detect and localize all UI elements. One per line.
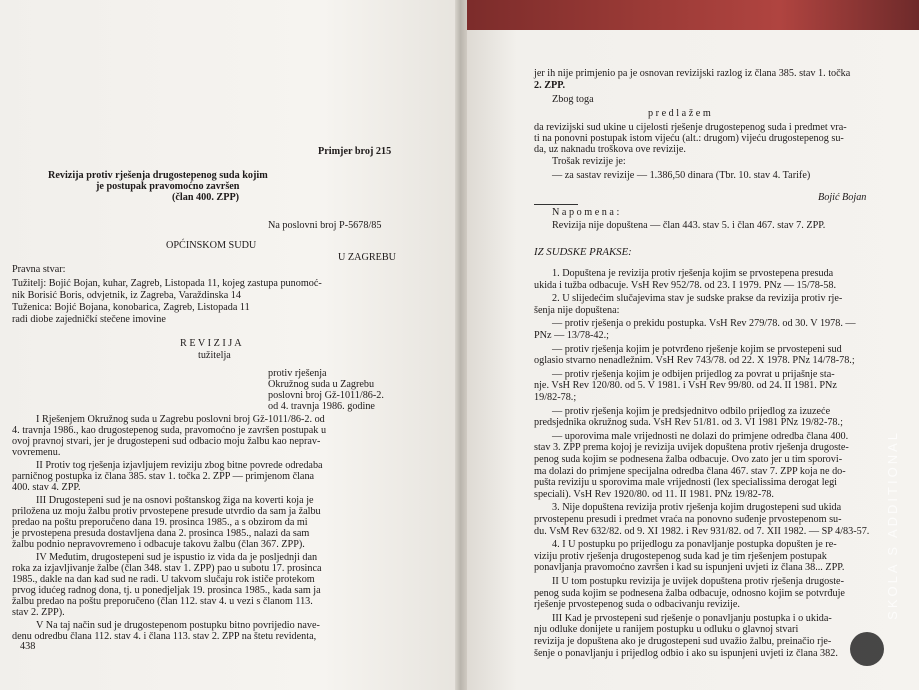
practice-line: penog suda kojim se podnesena žalba odbacuje, odnosno kojim se potvrđuje: [534, 587, 845, 599]
body-line: I Rješenjem Okružnog suda u Zagrebu poslovni broj Gž-1011/86-2. od: [36, 414, 325, 425]
section-title: IZ SUDSKE PRAKSE:: [534, 246, 632, 258]
practice-line: šenja nije dopuštena:: [534, 304, 620, 316]
practice-line: viziju protiv rješenja drugostepenog suda kad je tim rješenjem postupak: [534, 550, 827, 562]
practice-line: III Kad je prvostepeni sud rješenje o ponavljanju postupka i o ukida-: [552, 612, 832, 624]
note-text: Revizija nije dopuštena — član 443. stav 5. i član 467. stav 7. ZPP.: [552, 220, 826, 231]
body-line: III Drugostepeni sud je na osnovi poštanskog žiga na koverti koja je: [36, 495, 314, 506]
body-line: stav 2. ZPP).: [12, 607, 65, 618]
signature: Bojić Bojan: [818, 192, 867, 203]
practice-line: oglasio stvarno nenadležnim. VsH Rev 743/78. od 22. X 1978. PNz 14/78-78.;: [534, 355, 855, 367]
plaintiff-line-2: nik Borisić Boris, odvjetnik, iz Zagreba, Varaždinska 14: [12, 290, 241, 301]
watermark-text: SKOLA S ADDITIONAL: [885, 430, 900, 620]
continuation-line-1: jer ih nije primjenio pa je osnovan revizijski razlog iz člana 385. stav 1. točka: [534, 68, 851, 79]
practice-line: ma dolazi do primjene specijalna odredba člana 467. stav 7. ZPP koja ne do-: [534, 465, 846, 477]
body-line: prvog idućeg radnog dona, tj. u ponedjeljak 19. prosinca 1985., kada sam ja: [12, 585, 321, 596]
practice-line: — uporovima male vrijednosti ne dolazi do primjene odredba člana 400.: [552, 430, 849, 442]
document-subtitle: tužitelja: [198, 350, 231, 361]
practice-line: stav 3. ZPP prema kojoj je revizija uvijek dopuštena protiv rješenja drugoste-: [534, 442, 849, 454]
against-line-3: poslovni broj Gž-1011/86-2.: [268, 390, 384, 401]
continuation-line-2: 2. ZPP.: [534, 80, 566, 91]
practice-line: revizija je dopuštena ako je drugostepeni sud uvažio žalbu, preinačio rje-: [534, 636, 832, 647]
example-number: Primjer broj 215: [318, 146, 392, 157]
practice-line: — protiv rješenja kojim je potvrđeno rješenje kojim se prvostepeni sud: [552, 343, 842, 355]
body-line: vovremenu.: [12, 447, 61, 458]
page-number: 438: [20, 641, 36, 652]
practice-line: 2. U slijedećim slučajevima stav je sudske prakse da revizija protiv rje-: [552, 293, 843, 305]
practice-line: 4. I U postupku po prijedlogu za ponavljanje postupka dopušten je re-: [552, 539, 837, 551]
title-line-2: je postupak pravomoćno završen: [96, 181, 240, 192]
practice-line: šenje o ponavljanju i prijedlog odbio i ako su ispunjeni uvjeti iz člana 382.: [534, 647, 838, 659]
practice-line: II U tom postupku revizija je uvijek dopuštena protiv rješenja drugoste-: [552, 576, 844, 587]
defendant-line: Tuženica: Bojić Bojana, konobarica, Zagreb, Listopada 11: [12, 302, 250, 313]
title-line-1: Revizija protiv rješenja drugostepenog suda kojim: [48, 170, 268, 181]
against-line-2: Okružnog suda u Zagrebu: [268, 379, 375, 390]
body-line: žalbu predao na poštu preporučeno (član 112. stav 4. u vezi s članom 113.: [12, 596, 313, 607]
body-line: 1985., dakle na dan kad sud ne radi. U takvom slučaju rok ističe protekom: [12, 574, 315, 585]
proposal-line-2: ti na ponovni postupak istom vijeću (alt.: drugom) vijeću drugostepenog su-: [534, 133, 844, 144]
practice-line: — protiv rješenja o prekidu postupka. VsH Rev 279/78. od 30. V 1978. —: [552, 318, 856, 330]
body-line: parničnog postupka iz člana 385. stav 1. točka 2. ZPP — primjenom člana: [12, 471, 315, 482]
practice-line: predsjednika okružnog suda. VsH Rev 51/81. od 3. VI 1981 PNz 19/82-78.;: [534, 417, 843, 429]
body-line: žalbu podnio nepravovremeno i odbacuje takovu žalbu (član 367. ZPP).: [12, 539, 305, 550]
watermark-logo: [850, 632, 884, 666]
practice-line: pušta reviziju u sporovima male vrijednosti (lex specialissima derogat legi: [534, 477, 837, 489]
therefore-line: Zbog toga: [552, 94, 594, 105]
proposal-line-3: da, uz naknadu troškova ove revizije.: [534, 144, 686, 155]
against-line-1: protiv rješenja: [268, 368, 327, 379]
against-line-4: od 4. travnja 1986. godine: [268, 401, 375, 412]
practice-line: — protiv rješenja kojim je odbijen prijedlog za povrat u prijašnje sta-: [552, 368, 835, 380]
practice-line: PNz — 13/78-42.;: [534, 330, 609, 341]
body-line: IV Međutim, drugostepeni sud je ispustio iz vida da je posljednji dan: [36, 552, 318, 563]
body-line: II Protiv tog rješenja izjavljujem reviziju zbog bitne povrede odredaba: [36, 460, 323, 471]
practice-line: ponavljanja pravomoćno završen i kad su ispunjeni uvjeti iz člana 38... ZPP.: [534, 562, 845, 574]
watermark: [875, 430, 915, 660]
practice-line: prvostepenu presudi i predmet vraća na ponovno suđenje prvostepenom su-: [534, 514, 842, 525]
practice-line: du. VsM Rev 632/82. od 9. XI 1982. i Rev 931/82. od 7. XII 1982. — SP 4/83-57.: [534, 525, 870, 537]
note-label: N a p o m e n a :: [552, 207, 620, 218]
practice-line: 1. Dopuštena je revizija protiv rješenja kojim se prvostepena presuda: [552, 268, 834, 279]
body-line: predao na poštu preporučeno dana 19. prosinca 1985., a s obzirom da mi: [12, 517, 308, 528]
proposal-heading: p r e d l a ž e m: [648, 108, 711, 119]
divider-rule: [534, 204, 578, 205]
practice-line: — protiv rješenja kojim je predsjednitvo odbilo prijedlog za izuzeće: [552, 405, 831, 417]
title-line-3: (član 400. ZPP): [172, 192, 240, 203]
document-title: R E V I Z I J A: [180, 338, 242, 349]
body-line: je prvostepena presuda dostavljena dana 2. prosinca 1985., nalazi da sam: [12, 528, 310, 539]
body-line: ovoj pravnoj stvari, jer je drugostepeni sud odbacio moju žalbu kao neprav-: [12, 436, 321, 447]
body-line: V Na taj način sud je drugostepenom postupku bitno povrijedio nave-: [36, 620, 320, 631]
body-line: 400. stav 4. ZPP.: [12, 482, 81, 493]
case-number: Na poslovni broj P-5678/85: [268, 220, 382, 231]
plaintiff-line-1: Tužitelj: Bojić Bojan, kuhar, Zagreb, Listopada 11, kojeg zastupa punomoć-: [12, 278, 322, 289]
parties-heading: Pravna stvar:: [12, 264, 66, 275]
practice-line: 3. Nije dopuštena revizija protiv rješenja kojim drugostepeni sud ukida: [552, 502, 842, 514]
practice-line: penog suda kojim se podnesena žalba odbacuje. Ovo zato jer u tim sporovi-: [534, 454, 843, 465]
proposal-line-1: da revizijski sud ukine u cijelosti rješenje drugostepenog suda i predmet vra-: [534, 122, 847, 133]
cost-heading: Trošak revizije je:: [552, 156, 626, 167]
body-line: priložena uz moju žalbu protiv prvostepene presude utvrdio da sam ja žalbu: [12, 506, 321, 517]
body-line: 4. travnja 1986., kao drugostepenog suda, pravomoćno je završen postupak u: [12, 425, 327, 436]
court-city: U ZAGREBU: [338, 252, 397, 263]
court-addressee: OPĆINSKOM SUDU: [166, 240, 257, 251]
cost-item: — za sastav revizije — 1.386,50 dinara (Tbr. 10. stav 4. Tarife): [552, 170, 811, 181]
right-page: [462, 30, 919, 690]
practice-line: nju odluke donijete u ranijem postupku u odluku o glavnoj stvari: [534, 624, 799, 636]
practice-line: rješenje prvostepenog suda o odbacivanju revizije.: [534, 599, 740, 611]
practice-line: nje. VsH Rev 120/80. od 5. V 1981. i VsH Rev 99/80. od 24. II 1981. PNz: [534, 380, 837, 392]
subject-line: radi diobe zajedničkí stečene imovine: [12, 314, 166, 325]
practice-line: ukida i tužba odbacuje. VsH Rev 952/78. od 23. I 1979. PNz — 15/78-58.: [534, 279, 837, 291]
practice-line: 19/82-78.;: [534, 392, 577, 403]
body-line: roka za izjavljivanje žalbe (član 348. stav 1. ZPP) pao u subotu 17. prosinca: [12, 563, 322, 574]
body-line: denu odredbu člana 112. stav 4. i člana 113. stav 2. ZPP na štetu revidenta,: [12, 631, 317, 642]
book-gutter: [455, 0, 467, 690]
practice-line: speciali). VsH Rev 1920/80. od 11. II 1981. PNz 19/82-78.: [534, 488, 774, 500]
